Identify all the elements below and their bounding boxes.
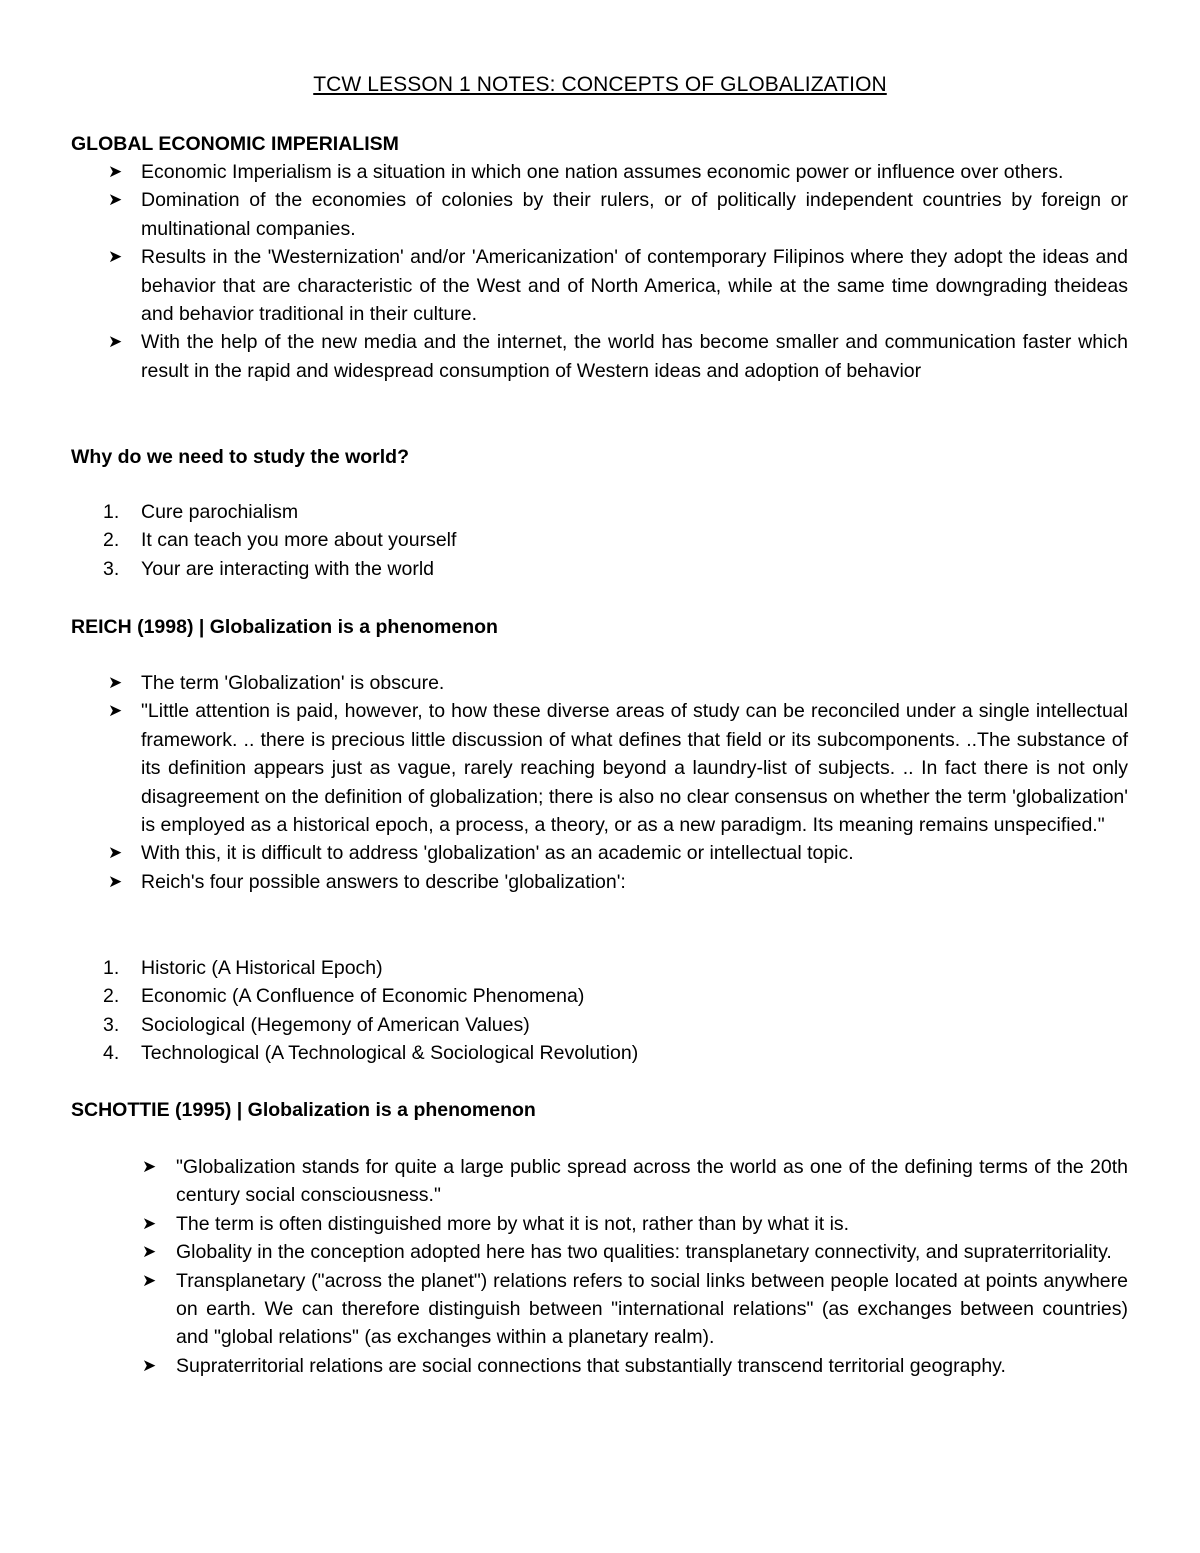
- bullet-text: Results in the 'Westernization' and/or 'Americanization' of contemporary Filipinos where they adopt the ideas and behavior that are characteristic of the West and of North America, while at the same time downgrading theideas and behavior traditional in their culture.: [141, 246, 1128, 326]
- item-text: Cure parochialism: [141, 501, 299, 523]
- reich-answers-list: [103, 954, 639, 1068]
- bullet-item: [108, 839, 1128, 867]
- economic-imperialism-bullets: [108, 158, 1128, 385]
- numbered-item: [103, 954, 638, 982]
- arrowhead-bullet-icon: ➤: [108, 673, 123, 692]
- bullet-text: Reich's four possible answers to describe 'globalization':: [141, 870, 626, 893]
- item-text: It can teach you more about yourself: [141, 529, 457, 552]
- arrowhead-bullet-icon: ➤: [108, 247, 123, 267]
- bullet-text: "Globalization stands for quite a large public spread across the world as one of the defining terms of the 20th century social consciousness.": [176, 1156, 1128, 1207]
- bullet-text: Supraterritorial relations are social connections that substantially transcend territorial geography.: [176, 1354, 1006, 1377]
- section-heading-schottie: SCHOTTIE (1995) | Globalization is a phenomenon: [71, 1099, 536, 1121]
- bullet-item: [108, 186, 1128, 243]
- numbered-item: [103, 1039, 639, 1067]
- item-text: Economic (A Confluence of Economic Phenomena): [141, 985, 585, 1008]
- bullet-text: "Little attention is paid, however, to how these diverse areas of study can be reconciled under a single intellectual framework. .. there is precious little discussion of what defines that field or its subcomponents. ..The substance of its definition appears just as vague, rarely reaching beyond a laundry-list of subjects. .. In fact there is not only disagreement on the definition of globalization; there is also no clear consensus on whether the term 'globalization' is employed as a historical epoch, a process, a theory, or as a new paradigm. Its meaning remains unspecified.": [141, 700, 1128, 837]
- section-heading-reich: REICH (1998) | Globalization is a phenomenon: [71, 616, 498, 638]
- bullet-text: With the help of the new media and the internet, the world has become smaller and communication faster which result in the rapid and widespread consumption of Western ideas and adoption of behavior: [141, 331, 1128, 382]
- bullet-item: [108, 328, 1128, 385]
- item-text: Sociological (Hegemony of American Values): [141, 1013, 530, 1036]
- bullet-item: [142, 1238, 1128, 1266]
- item-number: 2.: [103, 985, 120, 1008]
- bullet-item: [142, 1267, 1128, 1352]
- bullet-item: [142, 1352, 1128, 1380]
- item-text: Technological (A Technological & Sociological Revolution): [141, 1042, 639, 1065]
- arrowhead-bullet-icon: ➤: [142, 1270, 157, 1290]
- arrowhead-bullet-icon: ➤: [142, 1355, 157, 1375]
- bullet-item: [108, 158, 1128, 186]
- bullet-item: [142, 1153, 1128, 1210]
- reich-bullets: [108, 669, 1128, 896]
- arrowhead-bullet-icon: ➤: [108, 190, 123, 210]
- numbered-item: [103, 498, 456, 526]
- bullet-item: [108, 697, 1128, 839]
- bullet-item: [108, 669, 1128, 697]
- bullet-item: [108, 243, 1128, 328]
- item-number: 3.: [103, 557, 120, 580]
- arrowhead-bullet-icon: ➤: [108, 332, 123, 352]
- arrowhead-bullet-icon: ➤: [108, 843, 123, 863]
- bullet-item: [108, 868, 1128, 896]
- arrowhead-bullet-icon: ➤: [108, 162, 123, 181]
- bullet-text: The term is often distinguished more by what it is not, rather than by what it is.: [176, 1212, 850, 1235]
- bullet-text: Domination of the economies of colonies by their rulers, or of politically independent countries by foreign or multinational companies.: [141, 189, 1128, 240]
- bullet-text: Economic Imperialism is a situation in which one nation assumes economic power or influence over others.: [141, 161, 1064, 183]
- bullet-text: With this, it is difficult to address 'globalization' as an academic or intellectual topic.: [141, 842, 854, 865]
- section-heading-economic-imperialism: GLOBAL ECONOMIC IMPERIALISM: [71, 133, 399, 155]
- section-heading-why-study: Why do we need to study the world?: [71, 446, 410, 468]
- arrowhead-bullet-icon: ➤: [142, 1242, 157, 1262]
- arrowhead-bullet-icon: ➤: [108, 871, 123, 891]
- numbered-item: [103, 526, 457, 554]
- arrowhead-bullet-icon: ➤: [142, 1213, 157, 1233]
- numbered-item: [103, 555, 456, 583]
- page-title: TCW LESSON 1 NOTES: CONCEPTS OF GLOBALIZATION: [313, 73, 887, 96]
- why-study-list: [103, 498, 457, 583]
- numbered-item: [103, 982, 638, 1010]
- arrowhead-bullet-icon: ➤: [142, 1157, 157, 1176]
- numbered-item: [103, 1011, 638, 1039]
- bullet-text: The term 'Globalization' is obscure.: [141, 672, 445, 694]
- item-number: 1.: [103, 501, 120, 523]
- item-number: 4.: [103, 1042, 120, 1065]
- item-number: 2.: [103, 529, 120, 552]
- schottie-bullets: [142, 1153, 1128, 1380]
- bullet-text: Transplanetary ("across the planet") relations refers to social links between people located at points anywhere on earth. We can therefore distinguish between "international relations" (as exchanges between countries) and "global relations" (as exchanges within a planetary realm).: [176, 1269, 1128, 1349]
- bullet-item: [142, 1210, 1128, 1238]
- bullet-text: Globality in the conception adopted here has two qualities: transplanetary connectivity, and supraterritoriality.: [176, 1241, 1112, 1264]
- item-number: 1.: [103, 957, 120, 979]
- item-text: Historic (A Historical Epoch): [141, 957, 383, 979]
- item-text: Your are interacting with the world: [141, 557, 435, 580]
- item-number: 3.: [103, 1013, 120, 1036]
- arrowhead-bullet-icon: ➤: [108, 701, 123, 721]
